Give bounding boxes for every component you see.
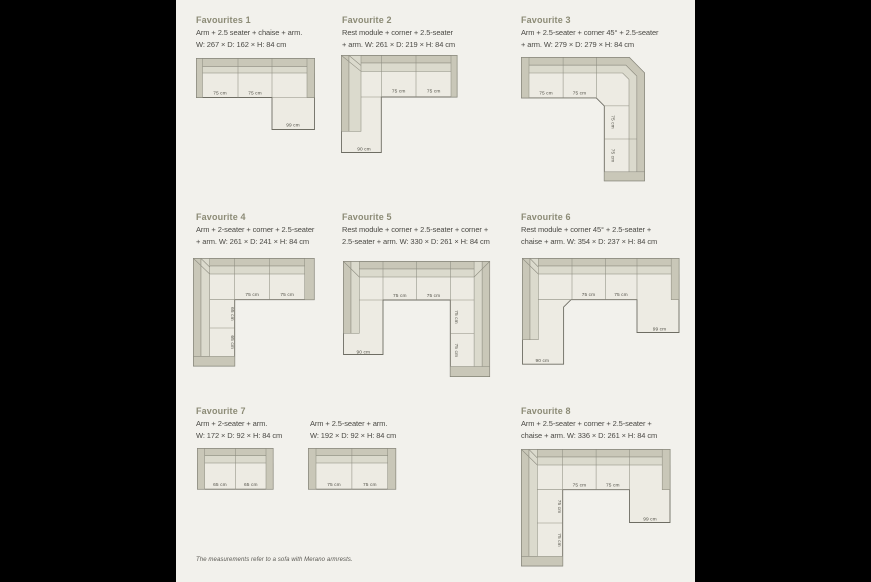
favourite-5-block (342, 210, 490, 248)
back-cushion (197, 67, 315, 74)
favourite-1-block (196, 13, 302, 51)
favourite-6-description-line-1: Rest module + corner 45° + 2.5-seater + (521, 225, 652, 234)
left-backrest-frame (194, 259, 202, 357)
measurement-label: 75 cm (556, 533, 561, 547)
measurement-label: 75 cm (327, 482, 341, 488)
measurement-label: 75 cm (426, 294, 441, 299)
rest-module-cushion (530, 259, 538, 340)
rest-module-cushion (351, 262, 359, 334)
right-armrest (662, 450, 670, 490)
favourite-5-title: Favourite 5 (342, 212, 392, 222)
favourite-6-block (521, 210, 657, 248)
measurement-label: 75 cm (393, 294, 407, 299)
backrest-frame (523, 259, 680, 267)
favourite-7b-diagram (308, 448, 396, 490)
right-letterbox (695, 0, 871, 582)
measurement-label: 99 cm (643, 517, 657, 523)
measurement-label: 90 cm (535, 358, 550, 364)
sofa-outline (523, 259, 680, 365)
favourite-1-diagram (196, 58, 315, 130)
favourite-3-title: Favourite 3 (521, 15, 571, 25)
back-cushion (194, 266, 315, 274)
left-letterbox (0, 0, 176, 582)
bottom-armrest (450, 367, 489, 377)
measurement-label: 75 cm (539, 91, 553, 97)
right-back-cushion (474, 262, 482, 368)
favourite-7-block (196, 404, 282, 442)
favourite-4-block (196, 210, 314, 248)
favourite-5-diagram (343, 261, 491, 378)
favourite-2-title: Favourite 2 (342, 15, 392, 25)
favourite-5-description (342, 224, 490, 248)
favourite-1-description (196, 27, 302, 51)
sofa-outline (522, 450, 671, 566)
favourite-7b-description-line-1: Arm + 2.5-seater + arm. (310, 419, 388, 428)
measurement-label: 75 cm (248, 91, 262, 97)
bottom-armrest (194, 356, 235, 366)
favourite-6-diagram (522, 258, 680, 365)
rest-module-frame (523, 259, 531, 340)
favourite-8-block (521, 404, 657, 442)
favourite-6-description-line-2: chaise + arm. W: 354 × D: 237 × H: 84 cm (521, 237, 658, 246)
measurement-note: The measurements refer to a sofa with Merano armrests. (196, 557, 353, 563)
rest-module-cushion (349, 56, 361, 132)
favourite-2-block (342, 13, 455, 51)
favourite-3-description-line-2: + arm. W: 279 × D: 279 × H: 84 cm (521, 40, 635, 49)
favourite-7-description (196, 418, 282, 442)
measurement-label: 75 cm (581, 293, 596, 299)
favourite-8-description-line-2: chaise + arm. W: 336 × D: 261 × H: 84 cm (521, 431, 658, 440)
favourite-6-title: Favourite 6 (521, 212, 571, 222)
measurement-label: 75 cm (426, 89, 441, 95)
left-armrest (198, 449, 205, 490)
rest-module-frame (344, 262, 352, 334)
right-armrest (388, 449, 396, 490)
measurement-label: 99 cm (286, 123, 300, 129)
rest-module-frame (342, 56, 350, 132)
measurement-label: 75 cm (245, 293, 259, 298)
left-back-cushion (201, 259, 210, 357)
measurement-label: 75 cm (609, 148, 615, 163)
favourite-7a-diagram (197, 448, 274, 490)
favourite-2-description (342, 27, 455, 51)
left-armrest (197, 59, 203, 98)
favourite-3-description-line-1: Arm + 2.5-seater + corner 45° + 2.5-seater (521, 28, 659, 37)
favourite-4-title: Favourite 4 (196, 212, 246, 222)
measurement-label: 65 cm (213, 482, 227, 488)
measurement-label: 75 cm (452, 310, 458, 324)
measurement-label: 65 cm (229, 307, 234, 321)
left-armrest (522, 58, 530, 98)
favourite-7b-description (310, 418, 396, 442)
backrest-frame (197, 59, 315, 67)
bottom-armrest (604, 172, 644, 181)
right-armrest (266, 449, 273, 490)
favourite-2-diagram (341, 55, 458, 154)
favourite-3-description (521, 27, 658, 51)
right-armrest (307, 59, 315, 98)
favourite-4-description-line-1: Arm + 2-seater + corner + 2.5-seater (196, 225, 315, 234)
left-back-cushion (529, 450, 537, 557)
measurement-label: 90 cm (357, 147, 371, 153)
favourite-8-description-line-1: Arm + 2.5-seater + corner + 2.5-seater + (521, 419, 652, 428)
favourite-7-title: Favourite 7 (196, 406, 246, 416)
favourite-8-description (521, 418, 657, 442)
measurement-label: 75 cm (280, 293, 294, 298)
left-armrest (309, 449, 317, 490)
favourite-2-description-line-2: + arm. W: 261 × D: 219 × H: 84 cm (342, 40, 456, 49)
favourite-1-title: Favourites 1 (196, 15, 251, 25)
measurement-label: 75 cm (452, 343, 458, 358)
favourite-5-description-line-2: 2.5-seater + arm. W: 330 × D: 261 × H: 84 cm (342, 237, 490, 246)
favourite-7-description-line-1: Arm + 2-seater + arm. (196, 419, 268, 428)
spec-sheet-panel (176, 0, 695, 582)
favourite-8-title: Favourite 8 (521, 406, 571, 416)
favourite-1-description-line-1: Arm + 2.5 seater + chaise + arm. (196, 28, 303, 37)
measurement-label: 90 cm (356, 350, 371, 356)
favourite-5-description-line-1: Rest module + corner + 2.5-seater + corner + (342, 225, 489, 234)
measurement-label: 65 cm (244, 482, 258, 488)
measurement-label: 65 cm (229, 335, 234, 349)
favourite-6-description (521, 224, 657, 248)
measurement-label: 75 cm (606, 483, 620, 489)
favourite-7b-block (310, 418, 396, 442)
right-backrest-frame (482, 262, 490, 368)
measurement-label: 99 cm (652, 327, 667, 333)
measurement-label: 75 cm (614, 293, 628, 299)
measurement-label: 75 cm (556, 499, 561, 514)
measurement-label: 75 cm (572, 483, 587, 489)
measurement-label: 75 cm (363, 482, 377, 488)
favourite-4-description-line-2: + arm. W: 261 × D: 241 × H: 84 cm (196, 237, 310, 246)
bottom-armrest (522, 556, 563, 566)
favourite-4-diagram (193, 258, 315, 367)
right-armrest (451, 56, 457, 98)
sofa-outline (194, 259, 315, 367)
favourite-7b-description-line-2: W: 192 × D: 92 × H: 84 cm (310, 431, 397, 440)
favourite-8-diagram (521, 449, 671, 567)
back-cushion (522, 457, 671, 465)
favourite-2-description-line-1: Rest module + corner + 2.5-seater (342, 28, 453, 37)
right-armrest (305, 259, 315, 300)
favourite-3-diagram (521, 57, 646, 182)
measurement-label: 75 cm (609, 115, 615, 129)
measurement-label: 75 cm (213, 91, 227, 97)
right-armrest (671, 259, 679, 300)
left-backrest-frame (522, 450, 530, 557)
favourite-4-description (196, 224, 314, 248)
favourite-1-description-line-2: W: 267 × D: 162 × H: 84 cm (196, 40, 287, 49)
back-cushion (523, 266, 680, 274)
backrest-frame (522, 450, 671, 458)
favourite-7-description-line-2: W: 172 × D: 92 × H: 84 cm (196, 431, 283, 440)
measurement-label: 75 cm (572, 91, 587, 97)
backrest-frame (194, 259, 315, 267)
measurement-label: 75 cm (391, 89, 406, 95)
favourite-3-block (521, 13, 658, 51)
